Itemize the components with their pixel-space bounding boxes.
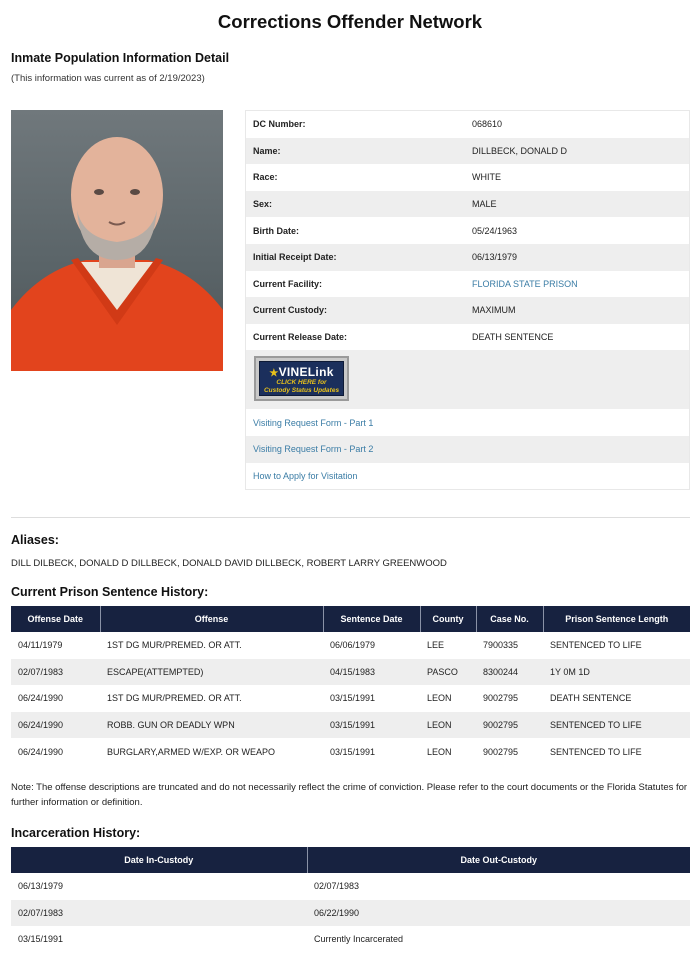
table-cell: PASCO [420,659,476,686]
visiting-request-form-part1-link[interactable]: Visiting Request Form - Part 1 [253,417,374,428]
table-cell: 06/13/1979 [18,881,64,892]
vinelink-badge [259,361,344,396]
info-label: Sex: [253,199,273,210]
sentence-history-heading: Current Prison Sentence History: [11,585,209,599]
info-row-name [246,138,689,165]
table-cell: 06/24/1990 [18,693,64,704]
table-cell: 02/07/1983 [11,659,100,686]
table-cell: 03/15/1991 [18,934,64,945]
table-cell: 9002795 [483,693,519,704]
table-cell: ESCAPE(ATTEMPTED) [100,659,323,686]
info-label: Name: [253,145,281,156]
page-title: Inmate Population Information Detail [11,51,230,65]
table-row [11,926,690,953]
vinelink-cta-line1: CLICK HERE for [276,379,327,387]
table-cell: SENTENCED TO LIFE [550,640,642,651]
table-cell: SENTENCED TO LIFE [543,712,690,739]
vinelink-button[interactable] [254,356,349,401]
column-header: Offense [100,606,323,632]
table-cell: 9002795 [483,746,519,757]
table-cell: 7900335 [483,640,519,651]
info-row-birth-date [246,217,689,244]
table-cell: 03/15/1991 [330,693,376,704]
sentence-history-table [11,606,690,765]
info-row-current-custody [246,297,689,324]
table-header-row [11,847,690,873]
table-cell: 1Y 0M 1D [543,659,690,686]
info-value: 06/13/1979 [472,252,518,263]
column-header: Case No. [476,606,543,632]
info-label: Current Release Date: [253,332,348,343]
table-cell: ROBB. GUN OR DEADLY WPN [100,712,323,739]
info-value: 068610 [472,119,503,130]
inmate-photo-illustration [11,110,223,371]
star-icon: ★ [269,368,279,380]
vinelink-logo [260,362,343,379]
info-row-race [246,164,689,191]
info-value: MAXIMUM [472,305,516,316]
table-cell: LEE [427,640,445,651]
info-label: Initial Receipt Date: [253,252,337,263]
facility-link[interactable]: FLORIDA STATE PRISON [472,278,578,289]
table-header-row [11,606,690,632]
aliases-list: DILL DILBECK, DONALD D DILLBECK, DONALD DAVID DILLBECK, ROBERT LARRY GREENWOOD [11,558,447,569]
table-row [11,712,690,739]
table-row [11,900,690,927]
table-cell: BURGLARY,ARMED W/EXP. OR WEAPO [107,746,276,757]
info-row-current-facility [246,271,689,298]
table-cell: 02/07/1983 [314,881,360,892]
table-cell: DEATH SENTENCE [550,693,632,704]
table-cell: 04/15/1983 [323,659,420,686]
column-header: Offense Date [11,606,100,632]
info-label: Birth Date: [253,225,300,236]
incarceration-history-table [11,847,690,953]
info-value: MALE [472,199,497,210]
section-divider [11,517,690,518]
column-header: Prison Sentence Length [543,606,690,632]
table-row [11,659,690,686]
info-label: Current Facility: [253,278,323,289]
table-cell: LEON [420,712,476,739]
table-cell: SENTENCED TO LIFE [550,746,642,757]
table-cell: 06/06/1979 [330,640,376,651]
table-cell: 03/15/1991 [330,746,376,757]
table-cell: 03/15/1991 [323,712,420,739]
column-header: Date In-Custody [11,847,307,873]
vinelink-cta-line2: Custody Status Updates [263,386,340,394]
visiting-request-form-part2-link[interactable]: Visiting Request Form - Part 2 [246,436,689,463]
info-label: Race: [253,172,278,183]
info-row-sex [246,191,689,218]
info-row-current-release-date [246,324,689,351]
column-header: Date Out-Custody [307,847,690,873]
table-cell: 02/07/1983 [11,900,307,927]
info-row-dc-number [246,111,689,138]
table-cell: 06/24/1990 [11,712,100,739]
table-cell: 1ST DG MUR/PREMED. OR ATT. [107,640,242,651]
offense-disclaimer-note: Note: The offense descriptions are truncated and do not necessarily reflect the crime of conviction. Please refer to the court documents or the Florida Statutes for further information or definition. [11,782,688,808]
column-header: County [420,606,476,632]
info-value: WHITE [472,172,501,183]
table-row [11,685,690,712]
table-cell: LEON [427,693,452,704]
how-to-apply-visitation-link[interactable]: How to Apply for Visitation [253,470,358,481]
site-title: Corrections Offender Network [217,11,483,32]
table-cell: 06/22/1990 [307,900,690,927]
inmate-info-panel [245,110,690,490]
currency-note: (This information was current as of 2/19/2023) [11,73,205,84]
info-value: 05/24/1963 [472,225,518,236]
vinelink-logo-text: VINELink [278,365,334,380]
column-header: Sentence Date [323,606,420,632]
info-value: DILLBECK, DONALD D [472,145,568,156]
info-value: DEATH SENTENCE [472,332,554,343]
vinelink-row [246,350,689,409]
table-row [11,738,690,765]
aliases-heading: Aliases: [11,533,59,547]
table-cell: 06/24/1990 [18,746,64,757]
table-cell: 1ST DG MUR/PREMED. OR ATT. [107,693,242,704]
inmate-photo [11,110,223,371]
info-row-initial-receipt-date [246,244,689,271]
incarceration-history-heading: Incarceration History: [11,826,141,840]
table-cell: LEON [427,746,452,757]
table-cell: Currently Incarcerated [314,934,404,945]
table-cell: 04/11/1979 [18,640,63,651]
info-label: DC Number: [253,119,306,130]
table-cell: 8300244 [476,659,543,686]
info-label: Current Custody: [253,305,327,316]
table-row [11,873,690,900]
table-row [11,632,690,659]
table-cell: 9002795 [476,712,543,739]
